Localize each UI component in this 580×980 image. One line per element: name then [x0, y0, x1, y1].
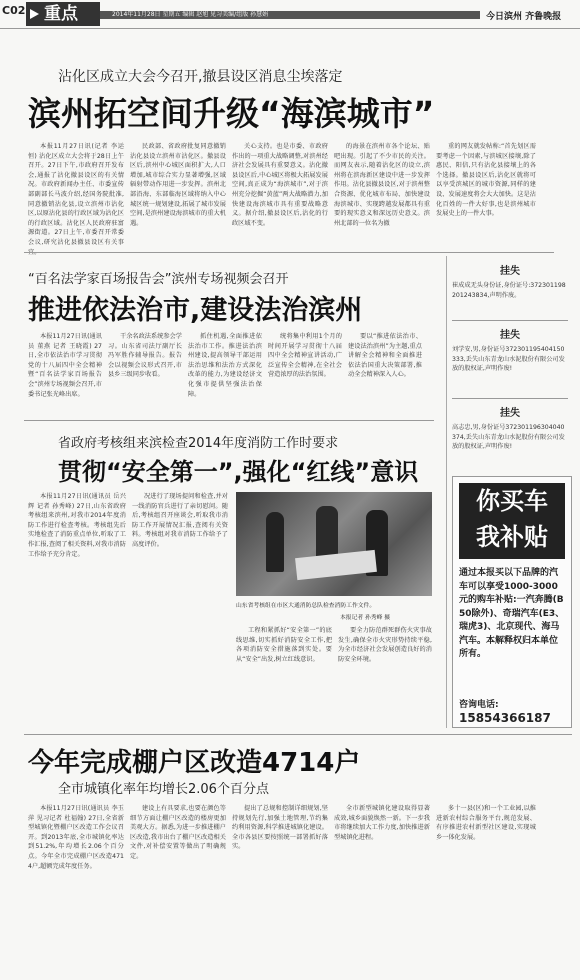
story3-kicker: 省政府考核组来滨检查2014年度消防工作时要求: [58, 436, 339, 451]
story2-column: 抓住机遇,全面推进依法治市工作。推进法治滨州建设,提高领导干部运用法治思维和法治方式深化改革的能力,为建设经济文化强市提供坚强法治保障。: [188, 333, 262, 398]
story2-headline: 推进依法治市,建设法治滨州: [28, 295, 363, 326]
story4-column: 建设上有具要求,也要在颜色等细节方面让棚户区改造的楼房更加美观大方。据悉,为进一步推进棚户区改造,我市出台了棚户区改造相关文件,对补偿安置等做出了明确规定。: [130, 805, 226, 860]
lost-notice: [452, 326, 568, 374]
lost-notice-text: 高志忠,男,身份证号372301196304040374,丢失山东青龙山水泥股份有限公司发放的股权证,声明作废!: [452, 424, 565, 451]
lost-notice: [452, 262, 568, 300]
ad-body: 通过本报买以下品牌的汽车可以享受1000-3000元的购车补贴:一汽奔腾(B50除外)、奇瑞汽车(E3、瑞虎3)、北京现代、海马汽车。本解释权归本单位所有。: [459, 568, 565, 659]
story1-column: 民政部、省政府批复同意撤销沾化县设立滨州市沾化区。撤县设区后,滨州中心城区面积扩大,人口增加,城市综合实力显著增强,区域辐射带动作用进一步发挥。滨州北部沿海、东部临海区域将纳入中心城区统一规划建设,拓展了城市发展空间,是滨州建设海滨城市的重大机遇。: [130, 143, 226, 227]
page-header: [0, 0, 580, 30]
story2-column: 要以“推进依法治市、建设法治滨州”为主题,重点讲解全会精神和全面推进依法治国重大决策部署,推动全会精神深入人心。: [348, 333, 422, 379]
ad-phone: 15854366187: [459, 711, 551, 725]
story4-headline: 今年完成棚户区改造4714户: [28, 748, 361, 778]
story1-column: 的海景在滨州市各个论坛、贴吧出现。引起了不少市民的关注。而网友表示,随着沾化区的设立,滨州将在滨海新区建设中进一步发挥作用。沾化县撤县设区,对于滨州整合资源、优化城市布局、加快建设海滨城市、实现跨越发展都具有重要的现实意义和深远历史意义。滨州北部的一位名为撤: [334, 143, 430, 227]
story1-column: 重的网友就发帖称:“首先划区需要考虑一个因素,与滨城区接壤,除了惠民、阳信,只有沾化县接壤上的各个选择。撤县设区后,沾化区就将可以享受滨城区的城市资源,同样的建设、发展速度将会大大加快。这是沾化百姓的一件大好事,也是滨州城市发展史上的一件大事。: [436, 143, 536, 218]
story4-subhead: 全市城镇化率年均增长2.06个百分点: [58, 782, 269, 797]
lost-notice-text: 崔成成无头身份证,身份证号:372301198201243834,声明作废。: [452, 282, 566, 299]
story3-column: 况进行了现场提问和检查,并对一线消防官兵进行了亲切慰问。随后,考核组召开座谈会,听取我市消防工作开展情况汇报,查阅有关资料。考核组对我市消防工作给予了高度评价。: [132, 493, 228, 548]
paper-name: 今日滨州 齐鲁晚报: [486, 12, 562, 22]
story2-kicker: “百名法学家百场报告会”滨州专场视频会召开: [28, 272, 289, 287]
story1-headline: 滨州拓空间升级“海滨城市”: [28, 94, 435, 133]
notice-divider: [452, 320, 568, 321]
lost-notice: [452, 404, 568, 452]
lost-notice-title: 挂失: [500, 408, 520, 419]
lost-notice-text: 刘学安,男,身份证号372301195404150333,丢失山东青龙山水泥股份有限公司发放的股权证,声明作废!: [452, 346, 565, 373]
story3-column: 本报11月27日讯(通讯员 岳兴辉 记者 孙秀峰) 27日,山东省政府考核组来滨州,对我市2014年度消防工作进行检查考核。考核组先后实地检查了消防重点单位,听取了工作汇报,查阅了相关资料,对我市消防工作给予充分肯定。: [28, 493, 126, 558]
photo-credit: 本报记者 孙秀峰 摄: [340, 615, 391, 621]
story1-column: 关心支持。也是市委、市政府作出的一项重大战略调整,对滨州经济社会发展具有重要意义。沾化撤县设区后,中心城区将极大拓展发展空间,真正成为“海滨城市”,对于滨州充分挖掘“黄蓝”两大战略潜力,加快建设海滨城市具有重要战略意义。据介绍,撤县设区后,沾化的行政区域不变。: [232, 143, 328, 227]
story1-kicker: 沾化区成立大会今召开,撤县设区消息尘埃落定: [58, 69, 343, 85]
ad-title-line2: 我补贴: [476, 523, 548, 551]
notice-divider: [452, 398, 568, 399]
story4-column: 本报11月27日讯(通讯员 李玉萍 见习记者 杜福翰) 27日,全省新型城镇化暨棚户区改造工作会议召开。到2013年底,全市城镇化率达到51.2%,年均增长2.06个百分点。今年全市完成棚户区改造4714户,超额完成年度任务。: [28, 805, 124, 870]
story4-column: 全市新型城镇化建设取得显著成效,城乡面貌焕然一新。下一步我市将继续加大工作力度,加快推进新型城镇化进程。: [334, 805, 430, 841]
ad-title-line1: 你买车: [476, 487, 548, 515]
ad-title-block: [459, 483, 565, 559]
story4-column: 提出了总规和控制详细规划,坚持规划先行,加强土地管理,节约集约利用资源,科学推进城镇化建设。全市各县区要按照统一部署抓好落实。: [232, 805, 328, 851]
section-divider: [24, 734, 572, 735]
issue-meta: 2014年11月28日 星期五 编辑 赵旭 见习美编/组版 孙慧娟: [112, 11, 269, 18]
sidebar-rule: [446, 256, 447, 728]
photo-figure: [266, 512, 284, 572]
story3-column: 工程和紧抓好“安全第一”的底线思维,切实抓好消防安全工作,把各项消防安全措施落到实处。要从“安全”出发,树立红线意识。: [236, 627, 332, 663]
story3-headline: 贯彻“安全第一”,强化“红线”意识: [58, 458, 419, 486]
photo-caption: 山东省考核组在市区大通消防总队检查消防工作文件。: [236, 603, 376, 609]
car-subsidy-ad: [452, 476, 572, 728]
story2-column: 本报11月27日讯(通讯员 董燕 记者 王晓霞) 27日,全市依法治市学习贯彻党的十八届四中全会精神暨“百名法学家百场报告会”滨州专场视频会召开,市委书记张光峰出席。: [28, 333, 102, 398]
section-label: 重点: [26, 2, 100, 26]
header-divider: [0, 28, 580, 29]
section-divider: [24, 420, 434, 421]
lost-notice-title: 挂失: [500, 330, 520, 341]
news-photo: [236, 492, 432, 596]
story1-column: 本报11月27日讯(记者 李运恒) 沾化区成立大会将于28日上午召开。27日下午,市政府召开发布会,通报了沾化撤县设区的有关情况。市政府新闻办主任、市委宣传部副部长马波介绍,经国务院批准,同意撤销沾化县,设立滨州市沾化区,以原沾化县的行政区域为沾化区的行政区域。沾化区人民政府驻富源街道。27日上午,市委召开常委会议,研究沾化县撤县设区有关事: [28, 143, 124, 246]
lost-notice-title: 挂失: [500, 266, 520, 277]
page-number: C02: [2, 4, 26, 17]
photo-document: [295, 550, 377, 580]
section-divider: [24, 252, 554, 253]
ad-phone-label: 咨询电话:: [459, 700, 499, 710]
story2-column: 干余名政法系统参会学习。山东省司法厅副厅长冯军胜作辅导报告。报告会以视频会议形式召开,市县乡三级同步收看。: [108, 333, 182, 379]
story3-column: 要全力防范群死群伤火灾事故发生,确保全市火灾形势持续平稳,为全市经济社会发展创造良好的消防安全环境。: [338, 627, 432, 663]
story4-column: 多十一县(区)和一个工业园,以推进新农村综合服务平台,规范发展、有序推进农村新型社区建设,实现城乡一体化发展。: [436, 805, 536, 841]
story2-column: 统将集中利用1个月的时间开展学习贯彻十八届四中全会精神宣讲活动,广泛宣传全会精神,在全社会营造浓厚的法治氛围。: [268, 333, 342, 379]
